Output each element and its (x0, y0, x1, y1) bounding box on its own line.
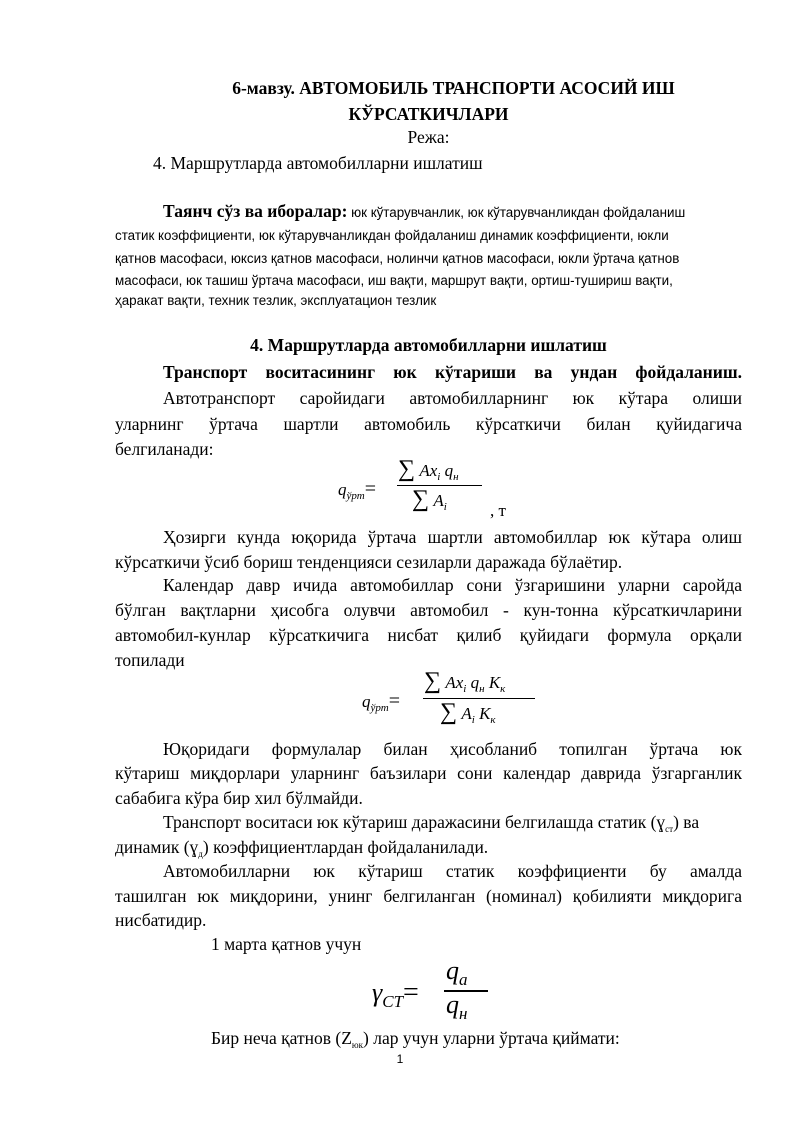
formula-2-lhs: $q_{ўрт}=$ (362, 690, 400, 714)
para5-line-2: динамик (ɣ$_д$) коэффициентлардан фойдаланилади. (115, 837, 489, 859)
key-terms-line-3: қатнов масофаси, юксиз қатнов масофаси, нолинчи қатнов масофаси, юкли ўртача қатнов (115, 251, 680, 266)
subheading: Транспорт воситасининг юк кўтариши ва ундан фойдаланиш. (163, 362, 742, 382)
formula-1-denominator: ∑ $A_i$ (412, 486, 447, 513)
formula-1-unit: , т (490, 501, 506, 520)
para2-line-2: кўрсаткичи ўсиб бориш тенденцияси сезиларли даражада бўлаётир. (115, 552, 623, 572)
para3-line-1: Календар давр ичида автомобиллар сони ўзгаришини уларни саройда (163, 575, 742, 595)
formula-3-lhs: $\gamma_{СТ}=$ (372, 977, 419, 1011)
title-line-2: КЎРСАТКИЧЛАРИ (348, 104, 509, 124)
key-terms-line-4: масофаси, юк ташиш ўртача масофаси, иш вақти, маршрут вақти, ортиш-тушириш вақти, (115, 273, 673, 288)
para4-line-1: Юқоридаги формулалар билан ҳисобланиб топилган ўртача юк (163, 739, 742, 759)
last-line: Бир неча қатнов $(Z_{юк})$ лар учун уларни ўртача қиймати: (211, 1028, 620, 1050)
para3-line-2: бўлган вақтларни ҳисобга олувчи автомобил - кун-тонна кўрсаткичларини (115, 600, 742, 620)
key-terms-line-2: статик коэффициенти, юк кўтарувчанликдан фойдаланиш динамик коэффициенти, юкли (115, 228, 669, 243)
para6-line-2: ташилган юк миқдорини, унинг белгиланган (номинал) қобилияти миқдорига (115, 886, 742, 906)
para4-line-2: кўтариш миқдорлари уларнинг баъзилари сони календар даврида ўзгарганлик (115, 763, 742, 783)
page-number: 1 (396, 1052, 404, 1066)
plan-label: Режа: (407, 127, 450, 147)
para6-line-1: Автомобилларни юк кўтариш статик коэффициенти бу амалда (163, 861, 742, 881)
para5-line-1: Транспорт воситаси юк кўтариш даражасини белгилашда статик (ɣ$_{ст}$) ва (163, 812, 700, 834)
key-terms-label: Таянч сўз ва иборалар: (163, 201, 348, 221)
plan-item: 4. Маршрутларда автомобилларни ишлатиш (153, 153, 483, 173)
para6-line-3: нисбатидир. (115, 910, 207, 930)
para1-line-2: уларнинг ўртача шартли автомобиль кўрсаткичи билан қуйидагича (115, 414, 742, 434)
para4-line-3: сабабига кўра бир хил бўлмайди. (115, 788, 363, 808)
key-terms-line-1 (115, 201, 790, 223)
para3-line-3: автомобил-кунлар кўрсаткичига нисбат қилиб қуйидаги формула орқали (115, 625, 742, 645)
para3-line-4: топилади (115, 650, 185, 670)
para2-line-1: Ҳозирги кунда юқорида ўртача шартли автомобиллар юк кўтара олиш (163, 527, 742, 547)
title-line-1: 6-мавзу. АВТОМОБИЛЬ ТРАНСПОРТИ АСОСИЙ ИШ (232, 78, 675, 98)
key-terms-text-1: юк кўтарувчанлик, юк кўтарувчанликдан фойдаланиш (347, 205, 686, 220)
formula-3-denominator: $q_н$ (446, 990, 468, 1023)
section-heading: 4. Маршрутларда автомобилларни ишлатиш (250, 335, 607, 355)
para1-line-3: белгиланади: (115, 439, 214, 459)
formula-1-numerator: ∑ $Ax_i$ $q_н$ (398, 456, 459, 483)
key-terms-line-5: ҳаракат вақти, техник тезлик, эксплуатацион тезлик (115, 293, 437, 308)
para1-line-1: Автотранспорт саройидаги автомобилларнинг юк кўтара олиши (163, 388, 742, 408)
formula-1-lhs: $q_{ўрт}=$ (338, 478, 376, 502)
formula-2-denominator: ∑ $A_i$ $K_к$ (440, 699, 496, 726)
formula-3-numerator: $q_а$ (446, 956, 468, 989)
once-label: 1 марта қатнов учун (211, 934, 362, 954)
formula-2-numerator: ∑ $Ax_i$ $q_н$ $K_к$ (424, 668, 506, 695)
